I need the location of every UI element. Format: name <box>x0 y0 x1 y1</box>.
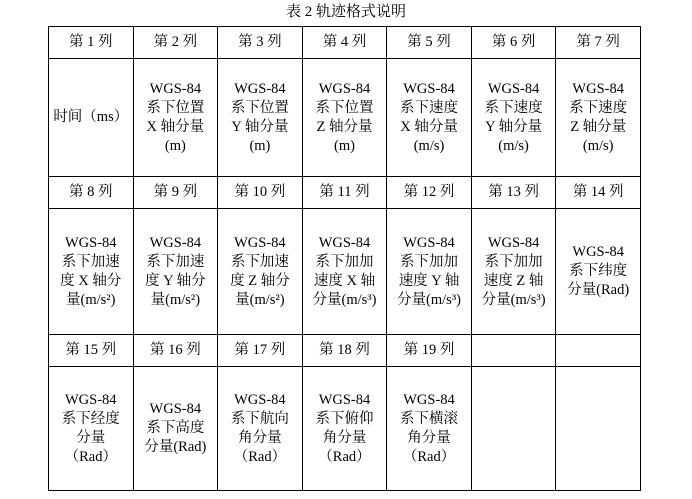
column-header: 第 3 列 <box>218 27 303 59</box>
table-cell <box>387 59 472 176</box>
table-row <box>49 209 641 335</box>
table-row <box>49 367 641 491</box>
column-header: 第 9 列 <box>133 176 218 208</box>
cell-text: WGS-84 系下加加 速度 Y 轴 分量(m/s³) <box>397 234 462 308</box>
cell-text: 时间（ms） <box>53 109 129 126</box>
table-cell <box>218 209 303 335</box>
column-header: 第 13 列 <box>471 176 556 208</box>
cell-text: WGS-84 系下经度 分量 （Rad） <box>61 391 120 465</box>
empty-cell <box>471 367 556 491</box>
table-cell <box>471 209 556 335</box>
table-cell <box>302 367 387 491</box>
table-caption: 表 2 轨迹格式说明 <box>285 4 406 20</box>
cell-text: WGS-84 系下高度 分量(Rad) <box>144 401 207 456</box>
empty-cell <box>471 334 556 366</box>
column-header: 第 15 列 <box>49 334 134 366</box>
table-cell <box>302 59 387 176</box>
table-cell <box>556 209 641 335</box>
cell-text: WGS-84 系下速度 Z 轴分量 (m/s) <box>569 80 628 154</box>
cell-text: WGS-84 系下速度 X 轴分量 (m/s) <box>400 80 459 154</box>
column-header: 第 7 列 <box>556 27 641 59</box>
empty-cell <box>556 334 641 366</box>
table-row <box>49 334 641 366</box>
table-cell <box>556 59 641 176</box>
table-cell <box>49 59 134 176</box>
column-header: 第 8 列 <box>49 176 134 208</box>
cell-text: WGS-84 系下航向 角分量 （Rad） <box>230 391 289 465</box>
cell-text: WGS-84 系下加加 速度 X 轴 分量(m/s³) <box>312 234 377 308</box>
cell-text: WGS-84 系下加速 度 Z 轴分 量(m/s²) <box>230 234 290 308</box>
column-header: 第 6 列 <box>471 27 556 59</box>
column-header: 第 1 列 <box>49 27 134 59</box>
cell-text: WGS-84 系下加速 度 Y 轴分 量(m/s²) <box>145 234 206 308</box>
table-cell <box>218 367 303 491</box>
cell-text: WGS-84 系下加加 速度 Z 轴 分量(m/s³) <box>481 234 546 308</box>
table-cell <box>302 209 387 335</box>
table-cell <box>49 209 134 335</box>
cell-text: WGS-84 系下位置 Y 轴分量 (m) <box>230 80 289 154</box>
table-cell <box>133 59 218 176</box>
trajectory-format-table <box>48 26 641 491</box>
table-cell <box>133 367 218 491</box>
column-header: 第 12 列 <box>387 176 472 208</box>
empty-cell <box>556 367 641 491</box>
table-row <box>49 59 641 176</box>
cell-text: WGS-84 系下速度 Y 轴分量 (m/s) <box>484 80 543 154</box>
column-header: 第 19 列 <box>387 334 472 366</box>
table-cell <box>387 367 472 491</box>
column-header: 第 11 列 <box>302 176 387 208</box>
table-row <box>49 176 641 208</box>
table-cell <box>471 59 556 176</box>
cell-text: WGS-84 系下横滚 角分量 （Rad） <box>400 391 459 465</box>
column-header: 第 2 列 <box>133 27 218 59</box>
cell-text: WGS-84 系下位置 X 轴分量 (m) <box>146 80 205 154</box>
cell-text: WGS-84 系下加速 度 X 轴分 量(m/s²) <box>60 234 122 308</box>
table-cell <box>387 209 472 335</box>
cell-text: WGS-84 系下俯仰 角分量 （Rad） <box>315 391 374 465</box>
column-header: 第 17 列 <box>218 334 303 366</box>
table-cell <box>49 367 134 491</box>
table-cell <box>133 209 218 335</box>
column-header: 第 18 列 <box>302 334 387 366</box>
table-row <box>49 27 641 59</box>
column-header: 第 5 列 <box>387 27 472 59</box>
table-cell <box>218 59 303 176</box>
column-header: 第 10 列 <box>218 176 303 208</box>
column-header: 第 14 列 <box>556 176 641 208</box>
cell-text: WGS-84 系下位置 Z 轴分量 (m) <box>315 80 374 154</box>
cell-text: WGS-84 系下纬度 分量(Rad) <box>567 244 630 299</box>
column-header: 第 4 列 <box>302 27 387 59</box>
column-header: 第 16 列 <box>133 334 218 366</box>
